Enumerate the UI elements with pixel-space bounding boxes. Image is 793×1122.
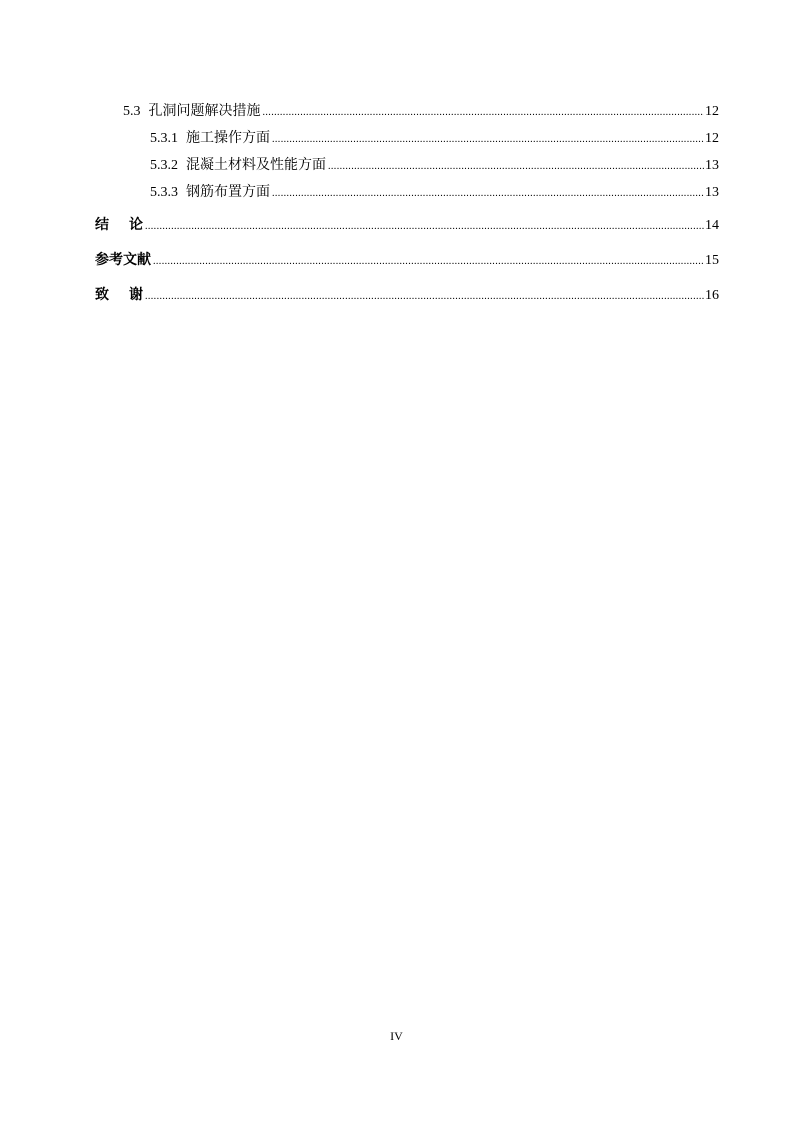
toc-entry-title-left: 结 bbox=[95, 217, 109, 233]
toc-entry-page: 14 bbox=[705, 218, 719, 233]
toc-entry-conclusion[interactable] bbox=[95, 216, 719, 236]
toc-entry-number: 5.3 bbox=[123, 104, 141, 119]
toc-entry-references[interactable] bbox=[95, 251, 719, 271]
toc-entry-page: 13 bbox=[705, 158, 719, 173]
toc-entry-5-3-1[interactable] bbox=[150, 129, 719, 149]
toc-entry-title-right: 谢 bbox=[128, 287, 143, 303]
toc-entry-5-3[interactable] bbox=[123, 102, 719, 122]
toc-entry-page: 13 bbox=[705, 185, 719, 200]
toc-entry-page: 15 bbox=[705, 253, 719, 268]
toc-entry-page: 12 bbox=[705, 104, 719, 119]
toc-entry-number: 5.3.1 bbox=[150, 131, 178, 146]
toc-entry-number: 5.3.2 bbox=[150, 158, 178, 173]
toc-entry-number: 5.3.3 bbox=[150, 185, 178, 200]
toc-leader-dots bbox=[153, 253, 704, 271]
page-number-footer: IV bbox=[390, 1029, 403, 1043]
toc-entry-title: 钢筋布置方面 bbox=[186, 184, 270, 200]
toc-leader-dots bbox=[145, 218, 704, 236]
toc-entry-title: 混凝土材料及性能方面 bbox=[186, 157, 326, 173]
toc-entry-title-left: 致 bbox=[95, 287, 109, 303]
toc-entry-title: 参考文献 bbox=[95, 252, 151, 268]
toc-leader-dots bbox=[263, 104, 705, 122]
toc-leader-dots bbox=[328, 158, 704, 176]
toc-leader-dots bbox=[145, 288, 704, 306]
toc-entry-5-3-2[interactable] bbox=[150, 156, 719, 176]
toc-leader-dots bbox=[272, 185, 704, 203]
toc-entry-page: 12 bbox=[705, 131, 719, 146]
toc-entry-page: 16 bbox=[705, 288, 719, 303]
toc-leader-dots bbox=[272, 131, 704, 149]
toc-entry-5-3-3[interactable] bbox=[150, 183, 719, 203]
toc-entry-acknowledgements[interactable] bbox=[95, 286, 719, 306]
toc-entry-title: 施工操作方面 bbox=[186, 130, 270, 146]
toc-entry-title: 孔洞问题解决措施 bbox=[148, 103, 261, 119]
toc-entry-title-right: 论 bbox=[128, 217, 143, 233]
